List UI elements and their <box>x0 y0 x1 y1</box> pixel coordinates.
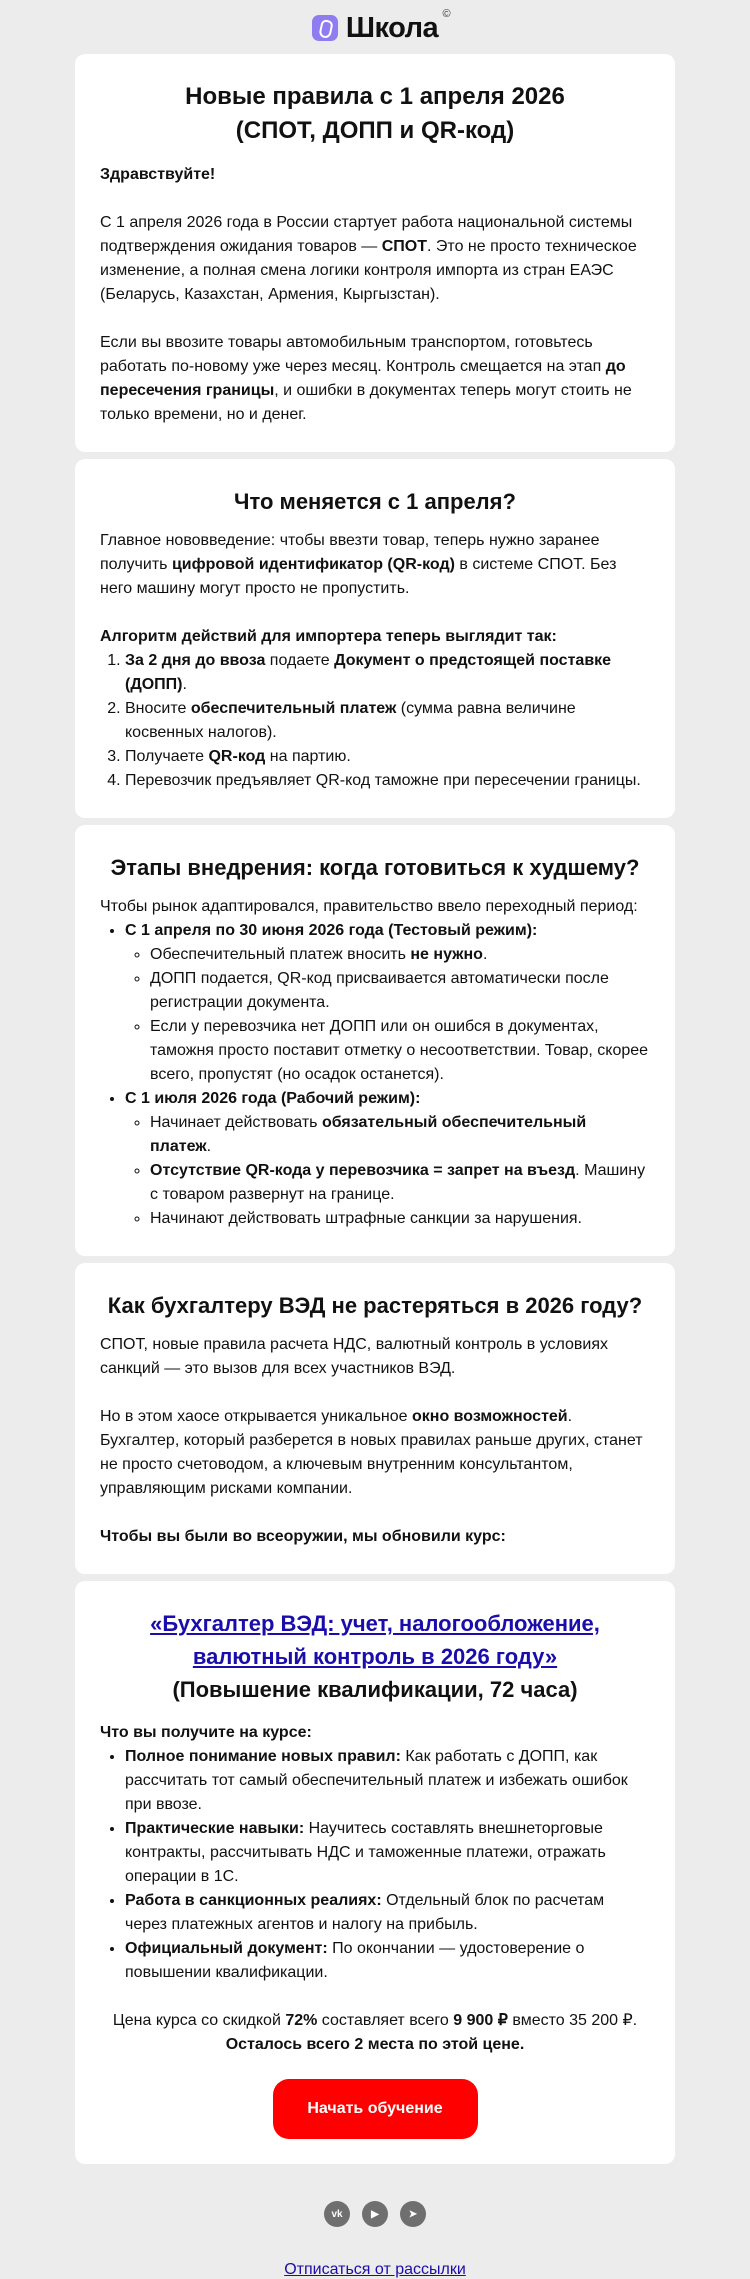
benefits-list <box>100 1745 650 1985</box>
footer <box>0 2171 750 2279</box>
list-item: ◦ Обеспечительный платеж вносить не нужно. <box>150 943 650 967</box>
social-links <box>0 2201 750 2227</box>
changes-title: Что меняется с 1 апреля? <box>234 489 516 514</box>
changes-paragraph: Главное нововведение: чтобы ввезти товар, теперь нужно заранее получить цифровой идентификатор (QR-код) в системе СПОТ. Без него машину могут просто не пропустить. <box>100 532 617 597</box>
stages-title: Этапы внедрения: когда готовиться к худшему? <box>110 855 640 880</box>
intro-title: Новые правила с 1 апреля 2026 (СПОТ, ДОПП и QR-код) <box>185 83 565 144</box>
course-card <box>75 1581 675 2164</box>
brand-name: Школа © <box>345 7 451 44</box>
list-item: ◦ Отсутствие QR-кода у перевозчика = запрет на въезд. Машину с товаром развернут на границе. <box>150 1159 650 1207</box>
intro-paragraph-1: С 1 апреля 2026 года в России стартует работа национальной системы подтверждения ожидания товаров — СПОТ. Это не просто техническое изменение, а полная смена логики контроля импорта из стран ЕАЭС (Беларусь, Казахстан, Армения, Кыргызстан). <box>100 214 637 303</box>
list-item: 1. За 2 дня до ввоза подаете Документ о предстоящей поставке (ДОПП). <box>125 649 650 697</box>
list-item: ◦ Если у перевозчика нет ДОПП или он ошибся в документах, таможня просто поставит отметку о несоответствии. Товар, скорее всего, пропустят (но осадок останется). <box>150 1015 650 1087</box>
brand-header <box>0 0 750 54</box>
accountant-title: Как бухгалтеру ВЭД не растеряться в 2026 году? <box>107 1293 643 1318</box>
list-item: • Официальный документ: По окончании — удостоверение о повышении квалификации. <box>125 1937 650 1985</box>
list-item: 2. Вносите обеспечительный платеж (сумма равна величине косвенных налогов). <box>125 697 650 745</box>
course-subtitle: (Повышение квалификации, 72 часа) <box>172 1677 578 1702</box>
list-item: • Полное понимание новых правил: Как работать с ДОПП, как рассчитать тот самый обеспечительный платеж и избежать ошибок при ввозе. <box>125 1745 650 1817</box>
accountant-paragraph-3: Чтобы вы были во всеоружии, мы обновили курс: <box>100 1528 506 1545</box>
list-item: 3. Получаете QR-код на партию. <box>125 745 650 769</box>
list-item: • С 1 апреля по 30 июня 2026 года (Тестовый режим): ◦ Обеспечительный платеж вносить не нужно. ◦ ДОПП подается, QR-код присваивается автоматически после регистрации документа. ◦ Если у перевозчика нет ДОПП или он ошибся в документах, таможня просто поставит отметку о несоответствии. Товар, скорее всего, пропустят (но осадок останется). <box>125 919 650 1087</box>
vk-icon[interactable]: vk <box>324 2201 350 2227</box>
list-item: • Практические навыки: Научитесь составлять внешнеторговые контракты, рассчитывать НДС и таможенные платежи, отражать операции в 1С. <box>125 1817 650 1889</box>
list-item: ◦ Начинают действовать штрафные санкции за нарушения. <box>150 1207 650 1231</box>
course-title <box>100 1607 650 1706</box>
stages-intro: Чтобы рынок адаптировался, правительство ввело переходный период: <box>100 898 638 915</box>
youtube-icon[interactable]: ▶ <box>362 2201 388 2227</box>
stages-list <box>100 919 650 1231</box>
start-learning-button[interactable]: Начать обучение <box>273 2079 478 2139</box>
stages-card <box>75 825 675 1256</box>
greeting: Здравствуйте! <box>100 166 216 183</box>
list-item: • С 1 июля 2026 года (Рабочий режим): ◦ Начинает действовать обязательный обеспечительный платеж. ◦ Отсутствие QR-кода у перевозчика = запрет на въезд. Машину с товаром развернут на границе. ◦ Начинают действовать штрафные санкции за нарушения. <box>125 1087 650 1231</box>
benefits-title: Что вы получите на курсе: <box>100 1724 312 1741</box>
list-item: • Работа в санкционных реалиях: Отдельный блок по расчетам через платежных агентов и налогу на прибыль. <box>125 1889 650 1937</box>
accountant-card <box>75 1263 675 1574</box>
telegram-icon[interactable]: ➤ <box>400 2201 426 2227</box>
accountant-paragraph-1: СПОТ, новые правила расчета НДС, валютный контроль в условиях санкций — это вызов для всех участников ВЭД. <box>100 1336 609 1377</box>
seats-left: Осталось всего 2 места по этой цене. <box>225 2036 525 2053</box>
intro-card <box>75 54 675 452</box>
algorithm-steps <box>100 649 650 793</box>
list-item: ◦ ДОПП подается, QR-код присваивается автоматически после регистрации документа. <box>150 967 650 1015</box>
brand-sup: © <box>442 7 451 20</box>
intro-paragraph-2: Если вы ввозите товары автомобильным транспортом, готовьтесь работать по-новому уже через месяц. Контроль смещается на этап до пересечения границы, и ошибки в документах теперь могут стоить не только времени, но и денег. <box>100 334 632 423</box>
course-link[interactable]: «Бухгалтер ВЭД: учет, налогообложение, валютный контроль в 2026 году» <box>150 1611 600 1669</box>
list-item: 4. Перевозчик предъявляет QR-код таможне при пересечении границы. <box>125 769 650 793</box>
changes-card <box>75 459 675 818</box>
school-logo-icon <box>312 15 338 41</box>
accountant-paragraph-2: Но в этом хаосе открывается уникальное окно возможностей. Бухгалтер, который разберется в новых правилах раньше других, станет не просто счетоводом, а ключевым внутренним консультантом, управляющим рисками компании. <box>100 1408 643 1497</box>
price-text: Цена курса со скидкой 72% составляет всего 9 900 ₽ вместо 35 200 ₽. Осталось всего 2 места по этой цене. <box>112 2012 638 2053</box>
algorithm-title: Алгоритм действий для импортера теперь выглядит так: <box>100 628 557 645</box>
list-item: ◦ Начинает действовать обязательный обеспечительный платеж. <box>150 1111 650 1159</box>
unsubscribe-link[interactable]: Отписаться от рассылки <box>284 2261 466 2278</box>
